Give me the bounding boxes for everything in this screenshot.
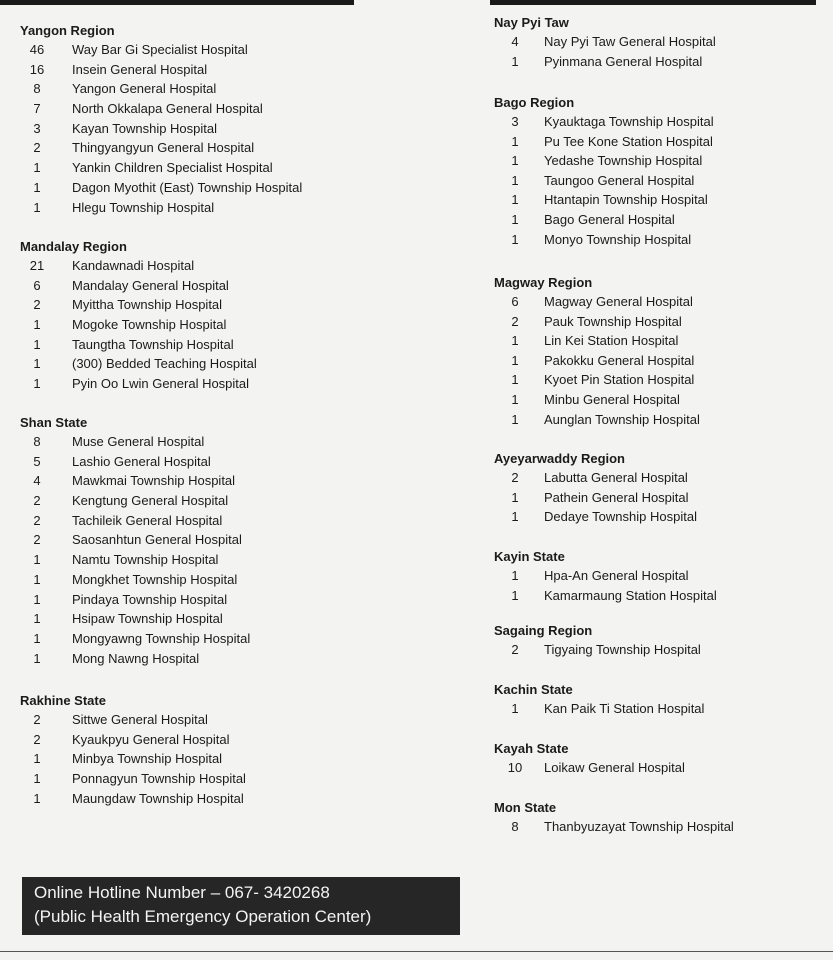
patient-count: 2 — [511, 313, 519, 329]
hotline-center: (Public Health Emergency Operation Center) — [34, 907, 372, 926]
hospital-row — [20, 60, 460, 80]
patient-count: 10 — [507, 760, 523, 775]
hospital-row — [20, 79, 460, 99]
region-heading: Bago Region — [494, 95, 575, 110]
patient-count: 8 — [511, 819, 519, 834]
hospital-name: Aunglan Township Hospital — [544, 411, 700, 427]
hospital-row — [20, 276, 460, 296]
patient-count: 1 — [33, 630, 41, 646]
patient-count: 2 — [511, 470, 519, 485]
hospital-row — [494, 507, 824, 527]
patient-count: 1 — [33, 790, 41, 806]
hospital-row — [494, 390, 824, 410]
hospital-row — [494, 52, 824, 72]
hospital-row — [20, 256, 460, 276]
region-section — [494, 740, 824, 778]
region-heading: Magway Region — [494, 275, 593, 290]
hospital-name: Kan Paik Ti Station Hospital — [544, 701, 705, 716]
hospital-name: Loikaw General Hospital — [544, 760, 685, 775]
hospital-name: Kyauktaga Township Hospital — [544, 114, 714, 129]
hospital-row — [20, 710, 460, 730]
hospital-name: Tigyaing Township Hospital — [544, 642, 701, 657]
hospital-row — [494, 699, 824, 719]
hospital-row — [20, 511, 460, 531]
hospital-row — [20, 590, 460, 610]
patient-count: 1 — [33, 611, 41, 627]
patient-count: 4 — [511, 34, 519, 49]
region-section — [494, 681, 824, 719]
hospital-row — [20, 471, 460, 491]
patient-count: 1 — [33, 160, 41, 176]
region-section — [20, 692, 460, 808]
patient-count: 1 — [511, 211, 519, 227]
hospital-name: Maungdaw Township Hospital — [72, 790, 244, 806]
hospital-name: Lin Kei Station Hospital — [544, 333, 679, 349]
hospital-name: Monyo Township Hospital — [544, 231, 692, 247]
hospital-row — [494, 566, 824, 586]
hospital-row — [494, 370, 824, 390]
hospital-name: Pauk Township Hospital — [544, 313, 682, 329]
hospital-row — [20, 138, 460, 158]
hospital-name: Tachileik General Hospital — [72, 512, 223, 528]
hospital-row — [20, 99, 460, 119]
hospital-name: Sittwe General Hospital — [72, 712, 208, 727]
region-heading: Sagaing Region — [494, 623, 593, 638]
hospital-row — [20, 550, 460, 570]
patient-count: 1 — [511, 509, 519, 525]
hospital-row — [494, 190, 824, 210]
hospital-name: Yedashe Township Hospital — [544, 153, 703, 169]
patient-count: 2 — [33, 731, 41, 747]
hospital-name: Minbu General Hospital — [544, 391, 680, 407]
hospital-name: Thanbyuzayat Township Hospital — [544, 819, 734, 834]
hospital-name: Lashio General Hospital — [72, 453, 211, 469]
hospital-row — [20, 730, 460, 750]
patient-count: 5 — [33, 453, 41, 469]
hospital-row — [20, 789, 460, 809]
hospital-name: Muse General Hospital — [72, 434, 205, 449]
hospital-name: Pyin Oo Lwin General Hospital — [72, 376, 250, 392]
hospital-row — [20, 570, 460, 590]
patient-count: 1 — [511, 568, 519, 583]
patient-count: 1 — [33, 591, 41, 607]
hospital-name: Mawkmai Township Hospital — [72, 473, 236, 489]
hospital-name: Kamarmaung Station Hospital — [544, 587, 717, 603]
patient-count: 1 — [511, 53, 519, 69]
region-section — [494, 622, 824, 660]
hospital-row — [494, 292, 824, 312]
region-heading: Mon State — [494, 800, 557, 815]
patient-count: 8 — [33, 81, 41, 97]
region-heading: Kayin State — [494, 549, 565, 564]
hospital-name: Thingyangyun General Hospital — [72, 140, 255, 156]
patient-count: 2 — [33, 712, 41, 727]
patient-count: 1 — [511, 411, 519, 427]
hospital-name: Pyinmana General Hospital — [544, 53, 703, 69]
hospital-name: Mong Nawng Hospital — [72, 650, 200, 666]
region-section — [20, 22, 460, 217]
top-rule-right — [490, 0, 816, 5]
patient-count: 3 — [511, 114, 519, 129]
hospital-row — [494, 151, 824, 171]
hospital-row — [494, 112, 824, 132]
hospital-row — [20, 649, 460, 669]
hospital-name: Yankin Children Specialist Hospital — [72, 160, 273, 176]
hospital-name: (300) Bedded Teaching Hospital — [72, 356, 257, 372]
hospital-row — [20, 158, 460, 178]
region-heading: Nay Pyi Taw — [494, 15, 569, 30]
patient-count: 1 — [33, 336, 41, 352]
region-section — [494, 799, 824, 837]
hospital-name: Kayan Township Hospital — [72, 120, 218, 136]
hospital-name: Taungoo General Hospital — [544, 172, 695, 188]
hospital-row — [494, 468, 824, 488]
hospital-name: Mongkhet Township Hospital — [72, 571, 238, 587]
patient-count: 16 — [29, 61, 45, 77]
hospital-name: Labutta General Hospital — [544, 470, 688, 485]
patient-count: 1 — [511, 231, 519, 247]
patient-count: 1 — [33, 751, 41, 767]
hospital-name: Magway General Hospital — [544, 294, 693, 309]
hospital-name: Namtu Township Hospital — [72, 552, 219, 568]
hospital-name: Way Bar Gi Specialist Hospital — [72, 42, 248, 57]
hospital-name: Saosanhtun General Hospital — [72, 532, 242, 548]
patient-count: 4 — [33, 473, 41, 489]
patient-count: 3 — [33, 120, 41, 136]
patient-count: 2 — [33, 532, 41, 548]
hospital-name: Hlegu Township Hospital — [72, 199, 215, 215]
hospital-row — [20, 609, 460, 629]
bottom-rule — [0, 951, 833, 952]
patient-count: 1 — [33, 650, 41, 666]
patient-count: 1 — [511, 133, 519, 149]
hospital-row — [494, 230, 824, 250]
patient-count: 2 — [33, 140, 41, 156]
patient-count: 1 — [33, 571, 41, 587]
region-heading: Ayeyarwaddy Region — [494, 451, 626, 466]
patient-count: 1 — [511, 172, 519, 188]
patient-count: 21 — [29, 258, 45, 273]
hospital-name: Mongyawng Township Hospital — [72, 630, 251, 646]
hospital-name: North Okkalapa General Hospital — [72, 101, 263, 117]
patient-count: 1 — [33, 552, 41, 568]
patient-count: 8 — [33, 434, 41, 449]
region-section — [494, 94, 824, 249]
patient-count: 1 — [33, 199, 41, 215]
hospital-row — [20, 491, 460, 511]
patient-count: 2 — [33, 512, 41, 528]
region-heading: Shan State — [20, 415, 88, 430]
patient-count: 1 — [511, 352, 519, 368]
patient-count: 1 — [511, 701, 519, 716]
hospital-row — [20, 178, 460, 198]
region-section — [494, 450, 824, 527]
hospital-name: Htantapin Township Hospital — [544, 192, 708, 208]
hospital-row — [20, 198, 460, 218]
top-rule-left — [0, 0, 354, 5]
hospital-name: Myittha Township Hospital — [72, 297, 223, 313]
hospital-row — [494, 586, 824, 606]
region-section — [20, 238, 460, 394]
hospital-row — [494, 817, 824, 837]
hotline-box — [22, 877, 460, 935]
hospital-row — [494, 410, 824, 430]
hospital-name: Kengtung General Hospital — [72, 493, 229, 509]
hotline-number: Online Hotline Number – 067- 3420268 — [34, 883, 330, 902]
hospital-row — [20, 354, 460, 374]
hospital-row — [494, 210, 824, 230]
hospital-name: Pu Tee Kone Station Hospital — [544, 133, 713, 149]
region-section — [494, 548, 824, 605]
patient-count: 2 — [511, 642, 519, 657]
hospital-name: Bago General Hospital — [544, 211, 675, 227]
patient-count: 1 — [511, 192, 519, 208]
region-heading: Rakhine State — [20, 693, 106, 708]
hospital-name: Dedaye Township Hospital — [544, 509, 697, 525]
hospital-name: Minbya Township Hospital — [72, 751, 223, 767]
hospital-row — [494, 758, 824, 778]
hospital-row — [20, 374, 460, 394]
patient-count: 46 — [29, 42, 45, 57]
hospital-name: Insein General Hospital — [72, 61, 208, 77]
hospital-row — [494, 171, 824, 191]
patient-count: 6 — [511, 294, 519, 309]
hospital-name: Kandawnadi Hospital — [72, 258, 195, 273]
hospital-row — [494, 312, 824, 332]
patient-count: 1 — [33, 771, 41, 787]
hospital-name: Pakokku General Hospital — [544, 352, 695, 368]
patient-count: 1 — [33, 179, 41, 195]
hospital-row — [494, 331, 824, 351]
patient-count: 1 — [511, 372, 519, 388]
region-section — [494, 14, 824, 71]
hospital-name: Taungtha Township Hospital — [72, 336, 234, 352]
hospital-row — [494, 640, 824, 660]
hospital-name: Dagon Myothit (East) Township Hospital — [72, 179, 303, 195]
hospital-row — [494, 488, 824, 508]
region-heading: Kachin State — [494, 682, 573, 697]
hospital-name: Pindaya Township Hospital — [72, 591, 228, 607]
hospital-row — [494, 32, 824, 52]
hospital-name: Kyaukpyu General Hospital — [72, 731, 230, 747]
patient-count: 1 — [511, 587, 519, 603]
patient-count: 1 — [511, 333, 519, 349]
hospital-row — [494, 132, 824, 152]
patient-count: 2 — [33, 493, 41, 509]
patient-count: 1 — [33, 356, 41, 372]
hospital-name: Mogoke Township Hospital — [72, 317, 227, 333]
hospital-row — [20, 335, 460, 355]
patient-count: 1 — [33, 317, 41, 333]
hospital-row — [20, 452, 460, 472]
patient-count: 1 — [511, 153, 519, 169]
hospital-row — [20, 315, 460, 335]
hospital-name: Pathein General Hospital — [544, 489, 689, 505]
hospital-row — [20, 749, 460, 769]
region-heading: Yangon Region — [20, 23, 115, 38]
hospital-row — [20, 530, 460, 550]
hospital-name: Kyoet Pin Station Hospital — [544, 372, 695, 388]
hospital-row — [20, 432, 460, 452]
hospital-name: Hsipaw Township Hospital — [72, 611, 223, 627]
patient-count: 1 — [33, 376, 41, 392]
hospital-name: Nay Pyi Taw General Hospital — [544, 34, 716, 49]
hospital-row — [494, 351, 824, 371]
hospital-row — [20, 40, 460, 60]
region-heading: Mandalay Region — [20, 239, 127, 254]
patient-count: 1 — [511, 391, 519, 407]
region-section — [20, 414, 460, 668]
patient-count: 1 — [511, 489, 519, 505]
hospital-row — [20, 629, 460, 649]
patient-count: 6 — [33, 277, 41, 293]
patient-count: 7 — [33, 101, 41, 117]
hospital-name: Hpa-An General Hospital — [544, 568, 689, 583]
patient-count: 2 — [33, 297, 41, 313]
hospital-name: Mandalay General Hospital — [72, 277, 229, 293]
region-heading: Kayah State — [494, 741, 569, 756]
hospital-row — [20, 295, 460, 315]
hospital-name: Ponnagyun Township Hospital — [72, 771, 246, 787]
hospital-name: Yangon General Hospital — [72, 81, 217, 97]
hospital-row — [20, 119, 460, 139]
hospital-row — [20, 769, 460, 789]
region-section — [494, 274, 824, 429]
